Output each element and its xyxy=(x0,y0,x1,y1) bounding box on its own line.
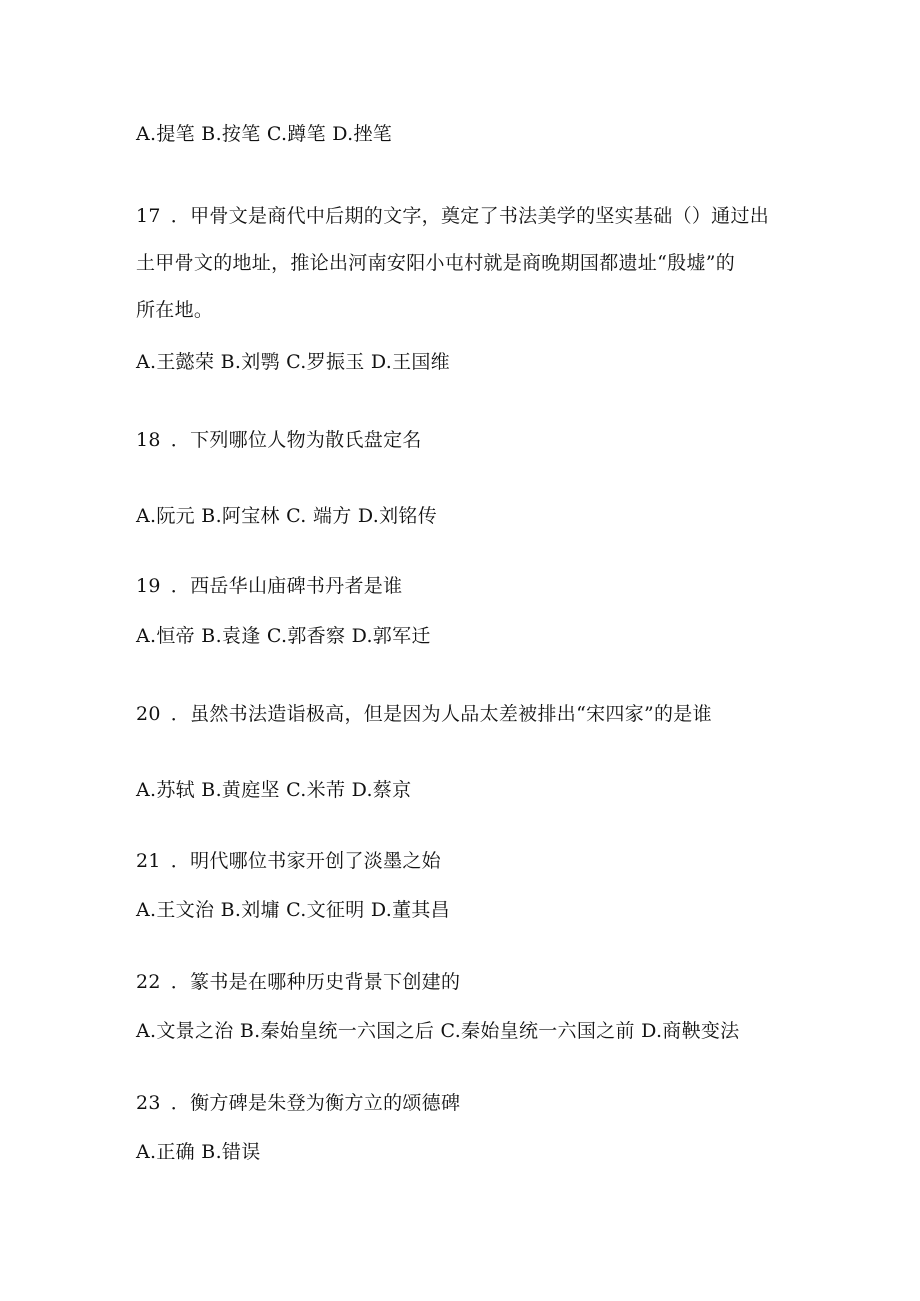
q21-question xyxy=(136,849,441,873)
q22-number: 22 xyxy=(136,971,161,993)
q19-question xyxy=(136,574,402,598)
q23-options: A.正确 B.错误 xyxy=(136,1141,261,1163)
q18-text: ．下列哪位人物为散氏盘定名 xyxy=(170,429,422,451)
q17-question-line-3: 所在地。 xyxy=(136,299,214,321)
q23-question xyxy=(136,1091,460,1115)
q18-number: 18 xyxy=(136,429,161,451)
q19-options: A.恒帝 B.袁逢 C.郭香察 D.郭军迁 xyxy=(136,625,431,647)
q18-options: A.阮元 B.阿宝林 C. 端方 D.刘铭传 xyxy=(136,505,438,527)
q21-text: ．明代哪位书家开创了淡墨之始 xyxy=(170,850,441,872)
q21-options: A.王文治 B.刘墉 C.文征明 D.董其昌 xyxy=(136,899,450,921)
q20-options: A.苏轼 B.黄庭坚 C.米芾 D.蔡京 xyxy=(136,779,412,801)
q17-number: 17 xyxy=(136,205,161,227)
q17-text-1: ．甲骨文是商代中后期的文字，奠定了书法美学的坚实基础（）通过出 xyxy=(170,205,770,227)
q22-question xyxy=(136,970,460,994)
q18-question xyxy=(136,428,422,452)
q22-options: A.文景之治 B.秦始皇统一六国之后 C.秦始皇统一六国之前 D.商鞅变法 xyxy=(136,1020,740,1042)
q22-text: ．篆书是在哪种历史背景下创建的 xyxy=(170,971,461,993)
q20-number: 20 xyxy=(136,703,161,725)
q16-options: A.提笔 B.按笔 C.蹲笔 D.挫笔 xyxy=(136,123,393,145)
q17-options: A.王懿荣 B.刘鹗 C.罗振玉 D.王国维 xyxy=(136,351,450,373)
q17-question-line-1 xyxy=(136,204,769,228)
q20-question xyxy=(136,702,712,726)
q20-text: ．虽然书法造诣极高，但是因为人品太差被排出“宋四家”的是谁 xyxy=(170,703,712,725)
q23-number: 23 xyxy=(136,1092,161,1114)
q23-text: ．衡方碑是朱登为衡方立的颂德碑 xyxy=(170,1092,461,1114)
q19-number: 19 xyxy=(136,575,161,597)
q19-text: ．西岳华山庙碑书丹者是谁 xyxy=(170,575,403,597)
q21-number: 21 xyxy=(136,850,161,872)
q17-question-line-2: 土甲骨文的地址，推论出河南安阳小屯村就是商晚期国都遗址“殷墟”的 xyxy=(136,252,736,274)
